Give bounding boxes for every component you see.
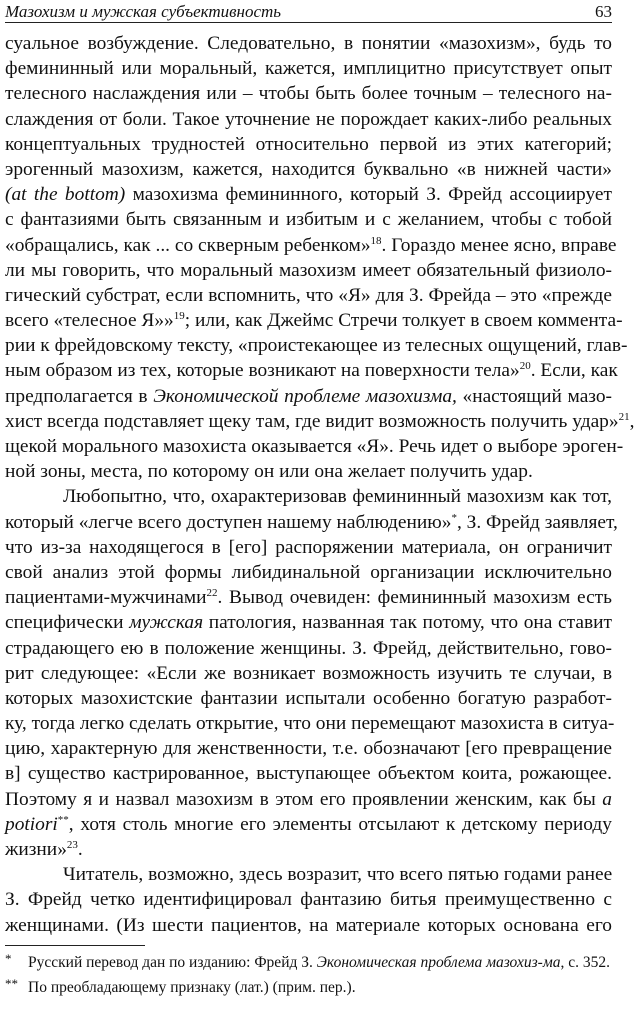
text-run: всего «телесное Я»»	[5, 310, 174, 332]
text-line	[5, 686, 612, 711]
italic-text: Экономической проблеме мазохизма,	[153, 385, 457, 407]
footnote-divider	[5, 945, 145, 946]
text-run: щекой морального мазохиста оказывается «Я». Речь идет о выборе эроген-	[5, 436, 624, 457]
text-line	[5, 107, 612, 132]
italic-text: мужская	[129, 612, 204, 634]
body-text	[5, 31, 634, 938]
italic-text: (at the bottom)	[5, 184, 126, 206]
text-run: Любопытно, что, охарактеризовав фемининный мазохизм как тот,	[63, 486, 612, 508]
text-line	[5, 333, 628, 358]
text-line	[5, 81, 612, 106]
text-line	[5, 233, 617, 258]
text-run: эрогенный мазохизм, кажется, находится буквально «в нижней части»	[5, 158, 612, 180]
running-title: Мазохизм и мужская субъективность	[5, 2, 282, 21]
text-run: жизни»	[5, 839, 67, 860]
text-run: гический субстрат, если вспомнить, что «Я» для З. Фрейда – это «прежде	[5, 284, 612, 306]
text-run: суальное возбуждение. Следовательно, в понятии «мазохизм», будь то	[5, 33, 612, 54]
text-run: . Если, как	[530, 360, 618, 382]
text-run: хист всегда подставляет щеку там, где видит возможность получить удар»	[5, 410, 619, 432]
text-line	[5, 132, 612, 157]
footnote-reference: 18	[370, 234, 382, 247]
text-line	[5, 610, 612, 635]
text-line	[5, 510, 618, 535]
footnote-reference: 22	[206, 587, 218, 600]
text-run: , З. Фрейд заявляет,	[456, 511, 618, 533]
text-line	[5, 207, 612, 232]
text-line	[5, 308, 623, 333]
text-run: рит следующее: «Если же возникает возможность изучить те случаи, в	[5, 662, 612, 684]
text-line	[5, 434, 624, 459]
text-run: которых мазохистские фантазии испытали особенно богатую разработ-	[5, 687, 612, 709]
text-line	[5, 585, 612, 610]
text-run: , хотя столь многие его элементы отсылают к детскому периоду	[68, 813, 612, 835]
text-run: слаждения от боли. Такое уточнение не порождает каких-либо реальных	[5, 108, 612, 130]
text-line	[5, 484, 612, 509]
text-line	[5, 636, 612, 661]
text-line	[5, 711, 615, 736]
text-run: . Вывод очевиден: фемининный мазохизм есть	[217, 587, 612, 609]
text-run: «настоящий мазо-	[456, 385, 612, 407]
text-line	[5, 736, 612, 761]
footnote-reference: *	[451, 511, 457, 524]
footnote	[5, 977, 612, 998]
text-run: пациентами-мужчинами	[5, 587, 207, 609]
text-line	[5, 157, 612, 182]
footnote-reference: 23	[66, 839, 78, 851]
text-run: Поэтому я и назвал мазохизм в этом его проявлении женским, как бы	[5, 788, 603, 810]
text-run: Читатель, возможно, здесь возразит, что всего пятью годами ранее	[63, 864, 613, 886]
text-run: что из-за находящегося в [его] распоряжении материала, он ограничит	[5, 536, 612, 558]
text-run: ку, тогда легко сделать открытие, что они перемещают мазохиста в ситуа-	[5, 713, 615, 735]
page-number: 63	[595, 2, 612, 21]
text-run: рии к фрейдовскому тексту, «проистекающее из телесных ощущений, глав-	[5, 335, 628, 357]
text-run: ным образом из тех, которые возникают на поверхности тела»	[5, 360, 520, 382]
text-run: , с. 352.	[560, 954, 610, 971]
text-run: страдающего ею в положение женщины. З. Фрейд, действительно, гово-	[5, 637, 612, 659]
text-run: .	[77, 839, 83, 860]
text-run: который «легче всего доступен нашему наблюдению»	[5, 511, 452, 533]
text-run: . Гораздо менее ясно, вправе	[381, 234, 617, 256]
text-line	[5, 887, 612, 912]
text-run: ,	[629, 410, 634, 432]
text-run: З. Фрейд четко идентифицировал фантазию битья преимущественно с	[5, 889, 612, 911]
footnote-reference: **	[57, 813, 69, 826]
text-run: патология, названная так потому, что она ставит	[203, 612, 612, 634]
text-run: фемининный или моральный, кажется, имплицитно присутствует опыт	[5, 58, 612, 80]
text-run: По преобладающему признаку (лат.) (прим. пер.).	[28, 979, 356, 996]
text-run: ; или, как Джеймс Стречи толкует в своем коммента-	[184, 310, 623, 332]
footnote-mark: **	[5, 976, 18, 991]
text-line	[5, 560, 612, 585]
text-run: концептуальных трудностей относительно первой из этих категорий;	[5, 133, 612, 155]
footnote-reference: 20	[519, 360, 531, 373]
footnote-mark: *	[5, 951, 12, 966]
footnotes	[5, 952, 612, 1002]
text-line	[5, 787, 612, 812]
text-line	[5, 258, 612, 283]
text-run: ли мы говорить, что моральный мазохизм имеет обязательный физиоло-	[5, 259, 612, 281]
text-run: ной зоны, места, по которому он или она желает получить удар.	[5, 461, 533, 483]
italic-text: potiori	[5, 813, 58, 835]
text-line	[5, 862, 612, 887]
text-line	[5, 409, 634, 434]
text-line	[5, 182, 612, 207]
footnote	[5, 952, 612, 973]
text-line	[5, 535, 612, 560]
text-run: телесного наслаждения или – чтобы быть более точным – телесного на-	[5, 83, 612, 105]
text-line	[5, 358, 618, 383]
text-line	[5, 661, 612, 686]
text-run: мазохизма фемининного, который З. Фрейд ассоциирует	[125, 184, 612, 206]
italic-text: a	[602, 788, 612, 810]
text-line	[5, 56, 612, 81]
text-run: Русский перевод дан по изданию: Фрейд З.	[28, 954, 317, 971]
text-line	[5, 31, 612, 56]
text-run: в] существо кастрированное, выступающее объектом коита, рожающее.	[5, 763, 612, 785]
text-run: «обращались, как ... со скверным ребенком»	[5, 234, 371, 256]
page-header	[5, 0, 612, 23]
text-run: специфически	[5, 612, 130, 634]
italic-text: Экономическая проблема мазохиз-ма	[316, 954, 561, 971]
text-run: с фантазиями быть связанным и избитым и с желанием, чтобы с тобой	[5, 209, 612, 231]
text-line	[5, 837, 612, 862]
text-line	[5, 459, 612, 484]
footnote-reference: 19	[173, 310, 185, 323]
text-run: женщинами. (Из шести пациентов, на материале которых основана его	[5, 914, 612, 936]
text-run: цию, характерную для женственности, т.е. обозначают [его превращение	[5, 738, 612, 760]
text-line	[5, 384, 612, 409]
text-line	[5, 761, 612, 786]
text-run: свой анализ этой формы либидинальной организации исключительно	[5, 561, 612, 583]
footnote-reference: 21	[618, 410, 630, 423]
text-line	[5, 283, 612, 308]
text-line	[5, 812, 612, 837]
text-line	[5, 913, 612, 938]
text-run: предполагается в	[5, 385, 154, 407]
